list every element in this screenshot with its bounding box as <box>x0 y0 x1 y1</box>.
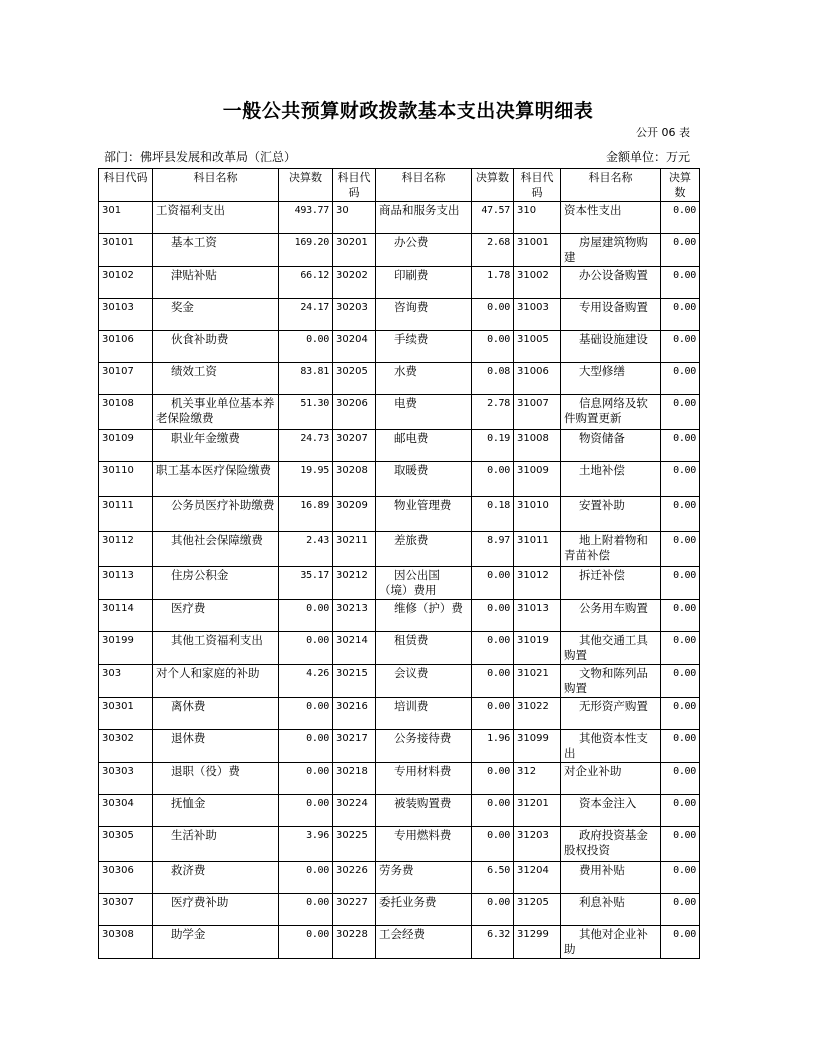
amount-cell: 1.78 <box>472 267 514 299</box>
subject-name-cell: 其他对企业补助 <box>561 926 661 959</box>
subject-name-cell: 工会经费 <box>376 926 472 959</box>
subject-code-cell: 31022 <box>514 698 561 730</box>
amount-cell: 2.43 <box>279 532 333 567</box>
amount-cell: 0.00 <box>661 532 700 567</box>
amount-cell: 0.00 <box>661 894 700 926</box>
subject-code-cell: 30217 <box>333 730 376 763</box>
amount-cell: 0.00 <box>472 665 514 698</box>
subject-code-cell: 31019 <box>514 632 561 665</box>
subject-code-cell: 30301 <box>99 698 153 730</box>
subject-name-cell: 津贴补贴 <box>153 267 279 299</box>
subject-code-cell: 31099 <box>514 730 561 763</box>
amount-cell: 0.00 <box>472 331 514 363</box>
amount-cell: 83.81 <box>279 363 333 395</box>
subject-name-cell: 奖金 <box>153 299 279 331</box>
header-code-3: 科目代码 <box>514 169 561 202</box>
subject-code-cell: 30101 <box>99 234 153 267</box>
amount-cell: 0.00 <box>661 567 700 600</box>
subject-name-cell: 职工基本医疗保险缴费 <box>153 462 279 497</box>
table-row <box>99 665 700 698</box>
table-row <box>99 827 700 862</box>
subject-name-cell: 房屋建筑物购建 <box>561 234 661 267</box>
table-row <box>99 730 700 763</box>
subject-name-cell: 土地补偿 <box>561 462 661 497</box>
header-amount-1: 决算数 <box>279 169 333 202</box>
header-name-2: 科目名称 <box>376 169 472 202</box>
subject-name-cell: 利息补贴 <box>561 894 661 926</box>
amount-cell: 0.00 <box>472 567 514 600</box>
table-row <box>99 763 700 795</box>
amount-cell: 0.00 <box>661 926 700 959</box>
subject-code-cell: 31003 <box>514 299 561 331</box>
subject-code-cell: 30113 <box>99 567 153 600</box>
subject-code-cell: 312 <box>514 763 561 795</box>
subject-name-cell: 办公设备购置 <box>561 267 661 299</box>
header-name-1: 科目名称 <box>153 169 279 202</box>
amount-cell: 0.00 <box>472 827 514 862</box>
amount-cell: 6.32 <box>472 926 514 959</box>
subject-code-cell: 30227 <box>333 894 376 926</box>
subject-code-cell: 30204 <box>333 331 376 363</box>
subject-code-cell: 30103 <box>99 299 153 331</box>
page-title: 一般公共预算财政拨款基本支出决算明细表 <box>222 100 594 122</box>
amount-cell: 0.00 <box>279 763 333 795</box>
table-row <box>99 234 700 267</box>
subject-name-cell: 物资储备 <box>561 430 661 462</box>
table-row <box>99 894 700 926</box>
subject-code-cell: 31001 <box>514 234 561 267</box>
subject-code-cell: 31007 <box>514 395 561 430</box>
subject-name-cell: 安置补助 <box>561 497 661 532</box>
subject-code-cell: 31021 <box>514 665 561 698</box>
subject-code-cell: 30214 <box>333 632 376 665</box>
subject-code-cell: 30224 <box>333 795 376 827</box>
amount-cell: 0.00 <box>661 763 700 795</box>
subject-code-cell: 30114 <box>99 600 153 632</box>
header-name-3: 科目名称 <box>561 169 661 202</box>
amount-cell: 0.00 <box>472 600 514 632</box>
subject-name-cell: 费用补贴 <box>561 862 661 894</box>
amount-cell: 66.12 <box>279 267 333 299</box>
subject-name-cell: 其他社会保障缴费 <box>153 532 279 567</box>
subject-name-cell: 地上附着物和青苗补偿 <box>561 532 661 567</box>
amount-cell: 0.00 <box>661 827 700 862</box>
table-row <box>99 299 700 331</box>
subject-name-cell: 专用材料费 <box>376 763 472 795</box>
amount-cell: 0.08 <box>472 363 514 395</box>
subject-code-cell: 31012 <box>514 567 561 600</box>
amount-cell: 2.68 <box>472 234 514 267</box>
amount-cell: 0.00 <box>661 600 700 632</box>
subject-name-cell: 退职（役）费 <box>153 763 279 795</box>
amount-cell: 0.00 <box>279 632 333 665</box>
table-row <box>99 202 700 234</box>
table-row <box>99 395 700 430</box>
subject-name-cell: 培训费 <box>376 698 472 730</box>
amount-cell: 493.77 <box>279 202 333 234</box>
subject-name-cell: 大型修缮 <box>561 363 661 395</box>
amount-cell: 0.00 <box>661 331 700 363</box>
subject-name-cell: 资本金注入 <box>561 795 661 827</box>
subject-code-cell: 30208 <box>333 462 376 497</box>
amount-cell: 0.00 <box>279 730 333 763</box>
subject-name-cell: 对企业补助 <box>561 763 661 795</box>
amount-cell: 0.00 <box>279 926 333 959</box>
subject-code-cell: 303 <box>99 665 153 698</box>
subject-code-cell: 30304 <box>99 795 153 827</box>
subject-code-cell: 30 <box>333 202 376 234</box>
subject-name-cell: 其他资本性支出 <box>561 730 661 763</box>
subject-name-cell: 公务用车购置 <box>561 600 661 632</box>
subject-name-cell: 其他交通工具购置 <box>561 632 661 665</box>
amount-cell: 0.00 <box>661 395 700 430</box>
table-row <box>99 862 700 894</box>
amount-cell: 0.00 <box>472 698 514 730</box>
table-header-row <box>99 169 700 202</box>
subject-code-cell: 31005 <box>514 331 561 363</box>
subject-code-cell: 31013 <box>514 600 561 632</box>
amount-cell: 0.00 <box>661 730 700 763</box>
subject-name-cell: 救济费 <box>153 862 279 894</box>
amount-cell: 16.89 <box>279 497 333 532</box>
subject-code-cell: 30201 <box>333 234 376 267</box>
department-label: 部门：佛坪县发展和改革局（汇总） <box>104 150 297 164</box>
subject-name-cell: 拆迁补偿 <box>561 567 661 600</box>
subject-code-cell: 301 <box>99 202 153 234</box>
amount-cell: 24.17 <box>279 299 333 331</box>
subject-name-cell: 基础设施建设 <box>561 331 661 363</box>
table-row <box>99 462 700 497</box>
header-amount-3: 决算数 <box>661 169 700 202</box>
subject-code-cell: 30225 <box>333 827 376 862</box>
amount-cell: 0.00 <box>661 497 700 532</box>
subject-code-cell: 30302 <box>99 730 153 763</box>
subject-name-cell: 职业年金缴费 <box>153 430 279 462</box>
amount-cell: 3.96 <box>279 827 333 862</box>
amount-cell: 0.00 <box>661 795 700 827</box>
amount-cell: 0.00 <box>472 894 514 926</box>
amount-cell: 0.00 <box>661 665 700 698</box>
subject-name-cell: 基本工资 <box>153 234 279 267</box>
subject-name-cell: 专用设备购置 <box>561 299 661 331</box>
table-row <box>99 532 700 567</box>
amount-cell: 0.00 <box>472 462 514 497</box>
subject-name-cell: 生活补助 <box>153 827 279 862</box>
subject-name-cell: 手续费 <box>376 331 472 363</box>
header-amount-2: 决算数 <box>472 169 514 202</box>
subject-code-cell: 30205 <box>333 363 376 395</box>
table-row <box>99 600 700 632</box>
amount-cell: 0.00 <box>279 795 333 827</box>
amount-cell: 0.00 <box>472 632 514 665</box>
table-row <box>99 795 700 827</box>
subject-code-cell: 30110 <box>99 462 153 497</box>
amount-cell: 35.17 <box>279 567 333 600</box>
subject-name-cell: 公务接待费 <box>376 730 472 763</box>
subject-name-cell: 委托业务费 <box>376 894 472 926</box>
amount-cell: 2.78 <box>472 395 514 430</box>
amount-cell: 0.00 <box>279 600 333 632</box>
subject-code-cell: 31205 <box>514 894 561 926</box>
amount-cell: 0.18 <box>472 497 514 532</box>
subject-name-cell: 会议费 <box>376 665 472 698</box>
table-row <box>99 267 700 299</box>
subject-name-cell: 取暖费 <box>376 462 472 497</box>
subject-name-cell: 政府投资基金股权投资 <box>561 827 661 862</box>
amount-cell: 1.96 <box>472 730 514 763</box>
amount-cell: 6.50 <box>472 862 514 894</box>
subject-code-cell: 31204 <box>514 862 561 894</box>
amount-cell: 0.00 <box>472 795 514 827</box>
subject-name-cell: 机关事业单位基本养老保险缴费 <box>153 395 279 430</box>
subject-code-cell: 30209 <box>333 497 376 532</box>
subject-name-cell: 水费 <box>376 363 472 395</box>
subject-code-cell: 31008 <box>514 430 561 462</box>
amount-cell: 0.00 <box>661 862 700 894</box>
subject-code-cell: 30112 <box>99 532 153 567</box>
amount-cell: 0.00 <box>661 299 700 331</box>
amount-cell: 0.00 <box>472 299 514 331</box>
amount-cell: 0.00 <box>472 763 514 795</box>
subject-name-cell: 伙食补助费 <box>153 331 279 363</box>
subject-name-cell: 专用燃料费 <box>376 827 472 862</box>
subject-name-cell: 退休费 <box>153 730 279 763</box>
subject-code-cell: 30206 <box>333 395 376 430</box>
table-row <box>99 567 700 600</box>
amount-cell: 0.00 <box>661 430 700 462</box>
subject-name-cell: 其他工资福利支出 <box>153 632 279 665</box>
table-row <box>99 698 700 730</box>
subject-name-cell: 被装购置费 <box>376 795 472 827</box>
subject-code-cell: 31011 <box>514 532 561 567</box>
subject-name-cell: 抚恤金 <box>153 795 279 827</box>
amount-cell: 19.95 <box>279 462 333 497</box>
subject-name-cell: 工资福利支出 <box>153 202 279 234</box>
subject-name-cell: 资本性支出 <box>561 202 661 234</box>
amount-cell: 0.00 <box>661 462 700 497</box>
subject-code-cell: 30213 <box>333 600 376 632</box>
subject-code-cell: 30215 <box>333 665 376 698</box>
amount-cell: 51.30 <box>279 395 333 430</box>
subject-code-cell: 30207 <box>333 430 376 462</box>
subject-name-cell: 住房公积金 <box>153 567 279 600</box>
subject-code-cell: 30306 <box>99 862 153 894</box>
amount-cell: 0.00 <box>661 632 700 665</box>
subject-code-cell: 30305 <box>99 827 153 862</box>
subject-name-cell: 信息网络及软件购置更新 <box>561 395 661 430</box>
amount-cell: 0.00 <box>661 267 700 299</box>
subject-code-cell: 30218 <box>333 763 376 795</box>
table-row <box>99 331 700 363</box>
subject-code-cell: 30108 <box>99 395 153 430</box>
amount-cell: 24.73 <box>279 430 333 462</box>
subject-name-cell: 电费 <box>376 395 472 430</box>
subject-code-cell: 30106 <box>99 331 153 363</box>
amount-cell: 4.26 <box>279 665 333 698</box>
amount-cell: 47.57 <box>472 202 514 234</box>
subject-name-cell: 租赁费 <box>376 632 472 665</box>
subject-name-cell: 商品和服务支出 <box>376 202 472 234</box>
subject-name-cell: 因公出国（境）费用 <box>376 567 472 600</box>
table-row <box>99 632 700 665</box>
subject-code-cell: 30226 <box>333 862 376 894</box>
subject-name-cell: 医疗费 <box>153 600 279 632</box>
subject-code-cell: 30107 <box>99 363 153 395</box>
subject-code-cell: 30228 <box>333 926 376 959</box>
table-row <box>99 497 700 532</box>
amount-cell: 0.19 <box>472 430 514 462</box>
subject-code-cell: 31299 <box>514 926 561 959</box>
subject-name-cell: 印刷费 <box>376 267 472 299</box>
subject-code-cell: 30202 <box>333 267 376 299</box>
subject-code-cell: 30303 <box>99 763 153 795</box>
header-code-2: 科目代码 <box>333 169 376 202</box>
subject-code-cell: 31009 <box>514 462 561 497</box>
amount-cell: 0.00 <box>279 894 333 926</box>
subject-code-cell: 30109 <box>99 430 153 462</box>
amount-cell: 8.97 <box>472 532 514 567</box>
subject-code-cell: 30111 <box>99 497 153 532</box>
amount-cell: 0.00 <box>661 234 700 267</box>
table-row <box>99 430 700 462</box>
subject-code-cell: 30211 <box>333 532 376 567</box>
subject-name-cell: 咨询费 <box>376 299 472 331</box>
amount-cell: 0.00 <box>661 202 700 234</box>
table-row <box>99 363 700 395</box>
subject-name-cell: 绩效工资 <box>153 363 279 395</box>
amount-cell: 169.20 <box>279 234 333 267</box>
subject-code-cell: 30308 <box>99 926 153 959</box>
subject-code-cell: 30307 <box>99 894 153 926</box>
subject-code-cell: 31010 <box>514 497 561 532</box>
subject-code-cell: 30102 <box>99 267 153 299</box>
subject-name-cell: 物业管理费 <box>376 497 472 532</box>
expenditure-detail-table <box>98 168 700 959</box>
subject-name-cell: 维修（护）费 <box>376 600 472 632</box>
subject-name-cell: 邮电费 <box>376 430 472 462</box>
subject-name-cell: 对个人和家庭的补助 <box>153 665 279 698</box>
form-number: 公开 06 表 <box>636 126 690 139</box>
subject-code-cell: 31201 <box>514 795 561 827</box>
subject-name-cell: 无形资产购置 <box>561 698 661 730</box>
subject-code-cell: 30199 <box>99 632 153 665</box>
subject-code-cell: 30216 <box>333 698 376 730</box>
subject-name-cell: 医疗费补助 <box>153 894 279 926</box>
amount-cell: 0.00 <box>661 363 700 395</box>
amount-cell: 0.00 <box>279 862 333 894</box>
table-row <box>99 926 700 959</box>
subject-code-cell: 30203 <box>333 299 376 331</box>
subject-code-cell: 310 <box>514 202 561 234</box>
amount-cell: 0.00 <box>279 698 333 730</box>
subject-code-cell: 31203 <box>514 827 561 862</box>
amount-cell: 0.00 <box>661 698 700 730</box>
subject-name-cell: 离休费 <box>153 698 279 730</box>
subject-name-cell: 差旅费 <box>376 532 472 567</box>
subject-code-cell: 31006 <box>514 363 561 395</box>
amount-unit-label: 金额单位：万元 <box>605 150 690 164</box>
subject-name-cell: 劳务费 <box>376 862 472 894</box>
subject-name-cell: 助学金 <box>153 926 279 959</box>
subject-code-cell: 30212 <box>333 567 376 600</box>
subject-code-cell: 31002 <box>514 267 561 299</box>
subject-name-cell: 办公费 <box>376 234 472 267</box>
amount-cell: 0.00 <box>279 331 333 363</box>
subject-name-cell: 文物和陈列品购置 <box>561 665 661 698</box>
subject-name-cell: 公务员医疗补助缴费 <box>153 497 279 532</box>
header-code-1: 科目代码 <box>99 169 153 202</box>
